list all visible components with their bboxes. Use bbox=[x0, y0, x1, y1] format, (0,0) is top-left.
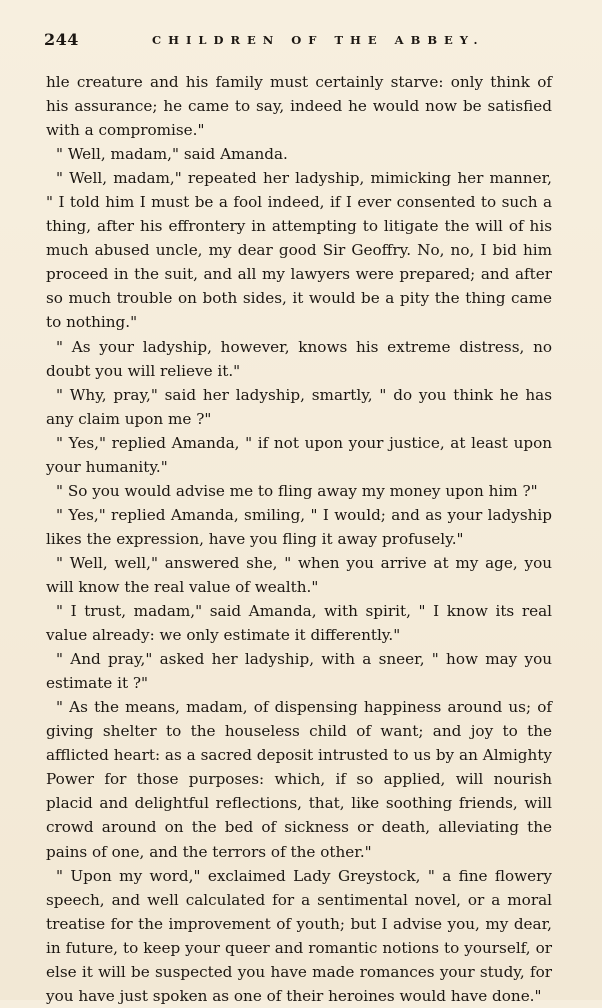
paragraph: " Well, well," answered she, " when you arrive at my age, you will know the real value of wealth." bbox=[46, 553, 552, 596]
paragraph: " As the means, madam, of dispensing happiness around us; of giving shelter to the houseless child of want; and joy to the afflicted heart: as a sacred deposit intrusted to us by an Almighty Power for those purposes: which, if so applied, will nourish placid and delightful reflections, that, like soothing friends, will crowd around on the bed of sickness or death, alleviating the pains of one, and the terrors of the other." bbox=[46, 698, 552, 861]
paragraph: " And pray," asked her ladyship, with a sneer, " how may you estimate it ?" bbox=[46, 650, 552, 693]
paragraph: " So you would advise me to fling away my money upon him ?" bbox=[56, 481, 538, 500]
paragraph: " Yes," replied Amanda, smiling, " I would; and as your ladyship likes the expression, have you fling it away profusely." bbox=[46, 505, 552, 548]
paragraph: " Upon my word," exclaimed Lady Greystock, " a fine flowery speech, and well calculated for a sentimental novel, or a moral treatise for the improvement of youth; but I advise you, my dear, in future, to keep your queer and romantic notions to yourself, or else it will be suspected you have made romances your study, for you have just spoken as one of their heroines would have done." bbox=[46, 866, 552, 1005]
paragraph: " Yes," replied Amanda, " if not upon your justice, at least upon your humanity." bbox=[46, 433, 552, 476]
page-header bbox=[44, 30, 558, 52]
paragraph: " Well, madam," repeated her ladyship, mimicking her manner, " I told him I must be a fool indeed, if I ever consented to such a thing, after his effrontery in attempting to litigate the will of his much abused uncle, my dear good Sir Geoffry. No, no, I bid him proceed in the suit, and all my lawyers were prepared; and after so much trouble on both sides, it would be a pity the thing came to nothing." bbox=[46, 169, 552, 332]
paragraph: " Why, pray," said her ladyship, smartly, " do you think he has any claim upon me ?" bbox=[46, 385, 552, 428]
paragraph: " As your ladyship, however, knows his extreme distress, no doubt you will relieve it." bbox=[46, 337, 552, 380]
paragraph: " Well, madam," said Amanda. bbox=[56, 145, 288, 164]
page-number: 244 bbox=[44, 30, 79, 49]
running-head: CHILDREN OF THE ABBEY. bbox=[152, 33, 485, 47]
paragraph: " I trust, madam," said Amanda, with spirit, " I know its real value already: we only estimate it differently." bbox=[46, 602, 552, 645]
paragraph: hle creature and his family must certainly starve: only think of his assurance; he came to say, indeed he would now be satisfied with a compromise." bbox=[46, 73, 552, 140]
body-text bbox=[46, 70, 552, 1008]
